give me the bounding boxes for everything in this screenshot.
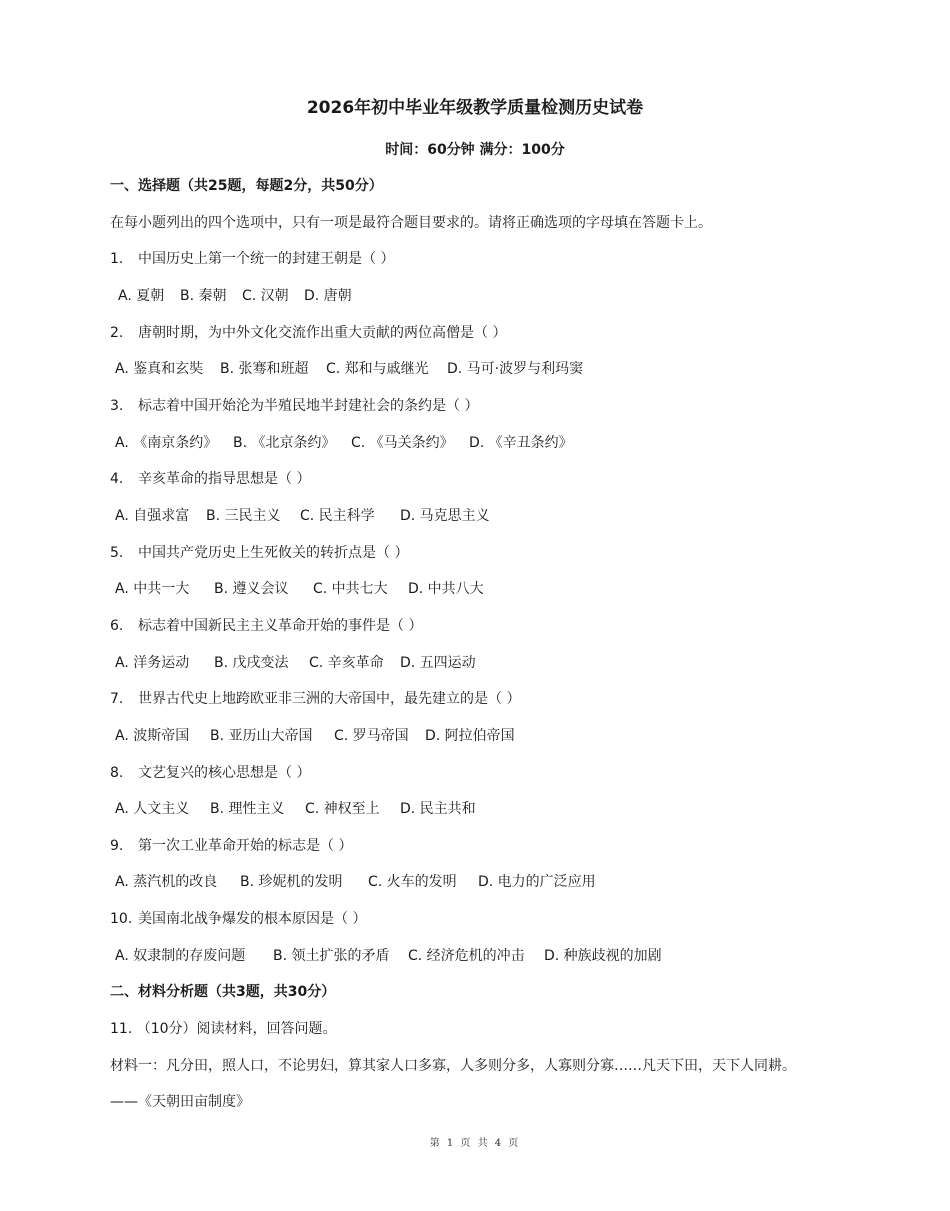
question-number: 4. xyxy=(110,471,124,487)
question-number: 2. xyxy=(110,325,124,341)
option-b: B. 理性主义 xyxy=(210,801,285,817)
question-2 xyxy=(110,323,506,343)
question-1 xyxy=(110,249,394,269)
question-text: 文艺复兴的核心思想是（ ） xyxy=(138,765,311,781)
question-text: 第一次工业革命开始的标志是（ ） xyxy=(138,838,353,854)
option-a: A. 蒸汽机的改良 xyxy=(115,874,218,890)
question-9 xyxy=(110,836,352,856)
exam-title: 2026年初中毕业年级教学质量检测历史试卷 xyxy=(306,98,644,118)
option-b: B. 秦朝 xyxy=(180,288,227,304)
option-b: B. 领土扩张的矛盾 xyxy=(273,948,390,964)
question-6 xyxy=(110,616,422,636)
exam-subtitle: 时间：60分钟 满分：100分 xyxy=(385,142,565,158)
option-c: C. 郑和与戚继光 xyxy=(326,361,429,377)
option-d: D. 民主共和 xyxy=(400,801,476,817)
option-c: C. 中共七大 xyxy=(313,581,388,597)
question-number: 5. xyxy=(110,545,124,561)
question-4-options xyxy=(115,506,490,526)
section2-heading: 二、材料分析题（共3题，共30分） xyxy=(110,984,336,1000)
option-b: B. 三民主义 xyxy=(206,508,281,524)
question-number: 10. xyxy=(110,911,133,927)
question-1-options xyxy=(118,286,352,306)
question-3 xyxy=(110,396,478,416)
option-a: A. 《南京条约》 xyxy=(115,435,218,451)
option-a: A. 鉴真和玄奘 xyxy=(115,361,204,377)
page-footer: 第 1 页 共 4 页 xyxy=(429,1138,521,1149)
question-4 xyxy=(110,469,310,489)
option-d: D. 电力的广泛应用 xyxy=(478,874,596,890)
section1-instruction: 在每小题列出的四个选项中，只有一项是最符合题目要求的。请将正确选项的字母填在答题卡上。 xyxy=(110,215,712,231)
option-c: C. 民主科学 xyxy=(300,508,375,524)
option-a: A. 中共一大 xyxy=(115,581,190,597)
question-10 xyxy=(110,909,366,929)
material-1: 材料一：凡分田，照人口，不论男妇，算其家人口多寡，人多则分多，人寡则分寡……凡天下田，天下人同耕。 xyxy=(110,1058,796,1074)
question-2-options xyxy=(115,359,583,379)
question-text: 美国南北战争爆发的根本原因是（ ） xyxy=(138,911,367,927)
question-text: 中国历史上第一个统一的封建王朝是（ ） xyxy=(138,251,395,267)
option-c: C. 汉朝 xyxy=(242,288,289,304)
question-text: 标志着中国新民主主义革命开始的事件是（ ） xyxy=(138,618,423,634)
option-a: A. 奴隶制的存废问题 xyxy=(115,948,246,964)
option-d: D. 《辛丑条约》 xyxy=(469,435,573,451)
question-7-options xyxy=(115,726,515,746)
option-c: C. 罗马帝国 xyxy=(334,728,409,744)
material-1-source: ——《天朝田亩制度》 xyxy=(110,1094,250,1110)
question-7 xyxy=(110,689,520,709)
question-5 xyxy=(110,543,408,563)
question-9-options xyxy=(115,872,596,892)
option-c: C. 《马关条约》 xyxy=(351,435,454,451)
question-text: 中国共产党历史上生死攸关的转折点是（ ） xyxy=(138,545,409,561)
question-8 xyxy=(110,763,310,783)
option-c: C. 神权至上 xyxy=(305,801,380,817)
option-a: A. 人文主义 xyxy=(115,801,190,817)
option-b: B. 张骞和班超 xyxy=(220,361,309,377)
question-number: 9. xyxy=(110,838,124,854)
question-11: 11. （10分）阅读材料，回答问题。 xyxy=(110,1021,337,1037)
option-a: A. 自强求富 xyxy=(115,508,190,524)
question-3-options xyxy=(115,433,573,453)
option-b: B. 戊戌变法 xyxy=(214,655,289,671)
question-text: 辛亥革命的指导思想是（ ） xyxy=(138,471,311,487)
option-c: C. 火车的发明 xyxy=(368,874,457,890)
question-number: 8. xyxy=(110,765,124,781)
question-6-options xyxy=(115,653,476,673)
option-c: C. 辛亥革命 xyxy=(309,655,384,671)
option-d: D. 唐朝 xyxy=(304,288,352,304)
question-text: 唐朝时期，为中外文化交流作出重大贡献的两位高僧是（ ） xyxy=(138,325,507,341)
question-text: 标志着中国开始沦为半殖民地半封建社会的条约是（ ） xyxy=(138,398,479,414)
option-b: B. 亚历山大帝国 xyxy=(210,728,313,744)
option-a: A. 洋务运动 xyxy=(115,655,190,671)
option-b: B. 遵义会议 xyxy=(214,581,289,597)
option-b: B. 珍妮机的发明 xyxy=(240,874,343,890)
option-a: A. 波斯帝国 xyxy=(115,728,190,744)
section1-heading: 一、选择题（共25题，每题2分，共50分） xyxy=(110,178,383,194)
question-number: 6. xyxy=(110,618,124,634)
question-number: 3. xyxy=(110,398,124,414)
question-number: 7. xyxy=(110,691,124,707)
question-number: 1. xyxy=(110,251,124,267)
option-d: D. 马克思主义 xyxy=(400,508,490,524)
option-d: D. 五四运动 xyxy=(400,655,476,671)
option-b: B. 《北京条约》 xyxy=(233,435,336,451)
option-d: D. 马可·波罗与利玛窦 xyxy=(447,361,584,377)
option-d: D. 阿拉伯帝国 xyxy=(425,728,515,744)
option-d: D. 中共八大 xyxy=(408,581,484,597)
question-8-options xyxy=(115,799,476,819)
question-10-options xyxy=(115,946,662,966)
option-c: C. 经济危机的冲击 xyxy=(408,948,525,964)
option-a: A. 夏朝 xyxy=(118,288,165,304)
option-d: D. 种族歧视的加剧 xyxy=(544,948,662,964)
question-text: 世界古代史上地跨欧亚非三洲的大帝国中，最先建立的是（ ） xyxy=(138,691,521,707)
question-5-options xyxy=(115,579,484,599)
